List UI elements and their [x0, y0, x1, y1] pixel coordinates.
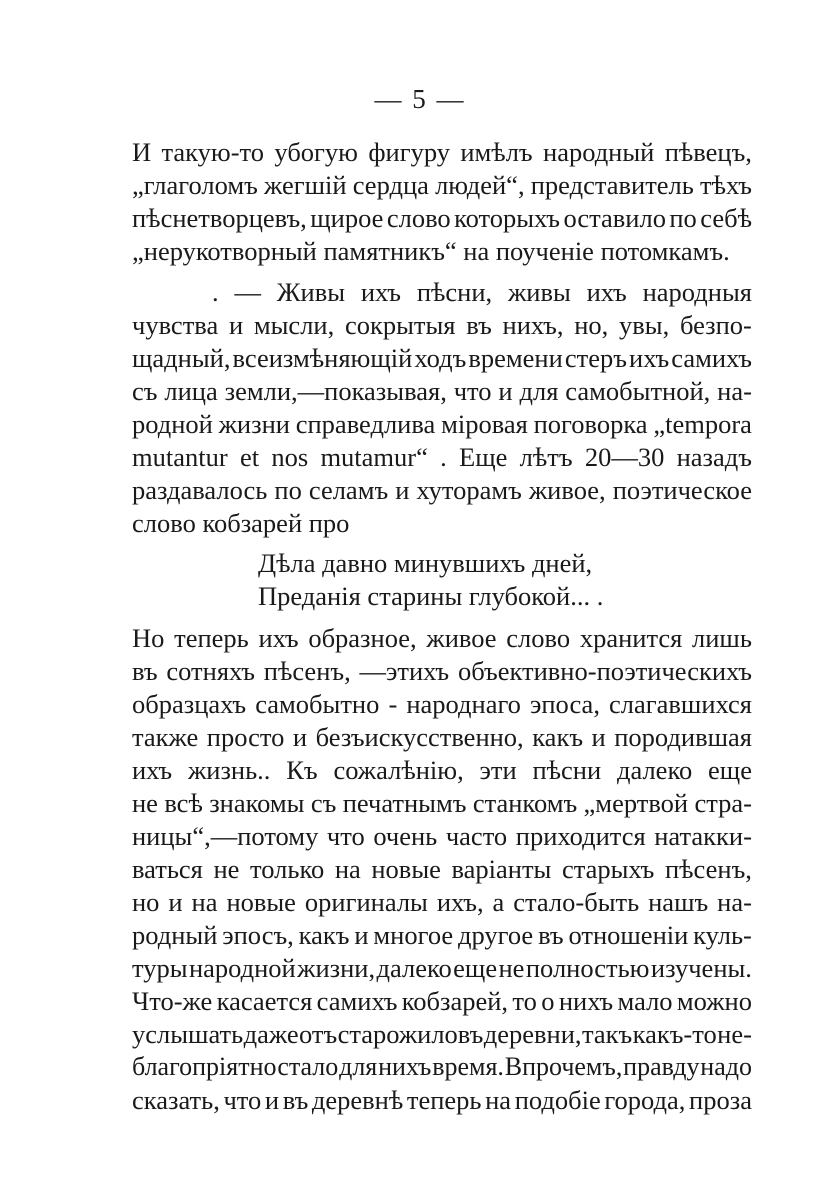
word: сказать, [132, 1085, 220, 1115]
word: хранится [579, 623, 683, 653]
word: лѣтъ [519, 442, 573, 472]
word: новые [226, 887, 296, 917]
word: ихъ [586, 277, 627, 307]
word: не [498, 953, 525, 983]
word: въ [132, 656, 158, 686]
word: mutantur [132, 442, 228, 472]
word: 20—30 [584, 442, 665, 472]
word: оставило [563, 203, 666, 233]
text-line [132, 442, 752, 474]
word: щадный, [132, 343, 231, 373]
word: кобзарей, [401, 986, 509, 1016]
word: безпо- [679, 310, 752, 340]
word: сотняхъ [166, 656, 255, 686]
word: - [388, 689, 398, 719]
word: съ [132, 376, 158, 406]
word: народный [543, 137, 655, 167]
word: можно [676, 986, 752, 1016]
word: ходъ [414, 343, 467, 373]
word: полностью [525, 953, 650, 983]
word: еще [453, 953, 498, 983]
word: теперь [406, 1085, 482, 1115]
word: куль- [693, 920, 752, 950]
text-line [132, 1085, 752, 1117]
word: такую-то [161, 137, 265, 167]
text-line [132, 343, 752, 375]
word: лица [164, 376, 218, 406]
word: народнаго [406, 689, 521, 719]
word: что [223, 1085, 262, 1115]
word: варіанты [451, 854, 552, 884]
text-line [132, 203, 752, 235]
word: и [591, 722, 606, 752]
word: нихъ, [502, 310, 564, 340]
word: родной [132, 409, 213, 439]
word: поговорка [533, 409, 648, 439]
word: живое, [528, 475, 606, 505]
word: раздавалось [132, 475, 268, 505]
word: времени [468, 343, 563, 373]
text-line [132, 788, 752, 820]
word: увы, [619, 310, 670, 340]
word: отношеніи [568, 920, 689, 950]
word: нихъ [378, 1052, 432, 1081]
word: пѣвецъ, [664, 137, 752, 167]
word: себѣ [700, 203, 752, 233]
word: очень [373, 821, 438, 851]
word: даже [243, 1019, 299, 1049]
word: народной [188, 953, 296, 983]
word: на- [717, 376, 752, 406]
word: нихъ [558, 986, 614, 1016]
word: мало [617, 986, 673, 1016]
word: образцахъ [132, 689, 247, 719]
word: справедлива [295, 409, 436, 439]
text-line [132, 920, 752, 952]
word: И [132, 137, 152, 167]
word: касается [216, 986, 313, 1016]
text-line [132, 409, 752, 441]
word: „мертвой [583, 788, 689, 818]
word: пѣсни [532, 755, 602, 785]
word: живы [507, 277, 571, 307]
word: по [274, 475, 302, 505]
word: но, [574, 310, 609, 340]
word: деревни, [483, 1019, 582, 1049]
word: новые [371, 854, 441, 884]
word: назадъ [676, 442, 752, 472]
text-line [132, 310, 752, 342]
word: мысли, [253, 310, 335, 340]
word: mutamur“ [320, 442, 428, 472]
word: города, [604, 1085, 686, 1115]
word: не- [717, 1019, 752, 1049]
word: чувства [132, 310, 219, 340]
word: съ [310, 788, 337, 818]
verse-line: Дѣла давно минувшихъ дней, [258, 548, 593, 578]
word: на [485, 1085, 512, 1115]
word: фигуру [368, 137, 450, 167]
word: стало-быть [513, 887, 640, 917]
word: которыхъ [454, 203, 561, 233]
word: и [292, 722, 308, 752]
word: старыхъ [561, 854, 655, 884]
word: нашъ [648, 887, 709, 917]
word: въ [538, 920, 564, 950]
word: для [519, 376, 559, 406]
word: подобіе [514, 1085, 601, 1115]
word: объективно-поэтическихъ [457, 656, 752, 686]
word: надо [700, 1052, 752, 1081]
word: какъ [532, 722, 584, 752]
word: Еще [459, 442, 508, 472]
text-line [132, 1052, 752, 1084]
word: изучены. [650, 953, 752, 983]
word: также [132, 722, 199, 752]
word: образное, [308, 623, 417, 653]
text-line [132, 656, 752, 688]
word: представитель [530, 170, 694, 200]
word: въ [282, 1085, 309, 1115]
word: ихъ [132, 755, 173, 785]
word: Къ [286, 755, 318, 785]
word: въ [466, 310, 492, 340]
word: земли,—показывая, [224, 376, 447, 406]
word: жизни [218, 409, 290, 439]
text-line [132, 854, 752, 886]
word: родный [132, 920, 218, 950]
word: nos [271, 442, 309, 472]
word: жизни, [297, 953, 376, 983]
word: о [541, 986, 555, 1016]
word: „глаголомъ [132, 170, 258, 200]
word: —этихъ [359, 656, 450, 686]
word: . [212, 277, 219, 307]
word: станкомъ [472, 788, 578, 818]
word: щирое [310, 203, 384, 233]
word: слово [506, 623, 571, 653]
word: и [498, 376, 513, 406]
word: безъискусственно, [315, 722, 524, 752]
word: на [334, 854, 361, 884]
word: и [354, 920, 369, 950]
text-line: слово кобзарей про [132, 508, 350, 538]
word: жегшій [264, 170, 347, 200]
text-line [132, 623, 752, 655]
word: селамъ [308, 475, 389, 505]
text-line [132, 137, 752, 169]
word: не [213, 854, 240, 884]
word: стра- [694, 788, 752, 818]
word: приходится [515, 821, 646, 851]
word: стеръ [564, 343, 627, 373]
word: отъ [298, 1019, 338, 1049]
word: услышать [132, 1019, 244, 1049]
verse-line: Преданія старины глубокой... . [258, 581, 604, 611]
text-line [132, 689, 752, 721]
word: теперь [174, 623, 249, 653]
word: — [234, 277, 261, 307]
word: хуторамъ [416, 475, 522, 505]
word: самихъ [316, 986, 398, 1016]
word: туры [132, 953, 188, 983]
word: далеко [616, 755, 693, 785]
word: и [228, 310, 244, 340]
word: сокрытыя [344, 310, 456, 340]
word: на- [717, 887, 752, 917]
word: ваться [132, 854, 203, 884]
word: тѣхъ [700, 170, 752, 200]
word: живое [426, 623, 497, 653]
text-line [132, 755, 752, 787]
text-line [132, 1019, 752, 1051]
word: проза [689, 1085, 752, 1115]
word: породившая [614, 722, 752, 752]
word: эти [479, 755, 517, 785]
word: эпоса, [530, 689, 600, 719]
word: а [492, 887, 505, 917]
word: ницы“,—потому [132, 821, 319, 851]
word: ихъ, [436, 887, 484, 917]
word: и [395, 475, 410, 505]
word: другое [458, 920, 534, 950]
word: ихъ [629, 343, 670, 373]
word: какъ [298, 920, 350, 950]
word: то [512, 986, 537, 1016]
word: поэтическое [612, 475, 752, 505]
word: слагавшихся [609, 689, 752, 719]
word: . [440, 442, 447, 472]
word: благопріятно [132, 1052, 277, 1081]
word: многое [373, 920, 454, 950]
word: натакки- [654, 821, 752, 851]
word: Что-же [132, 986, 213, 1016]
word: жизнь.. [187, 755, 271, 785]
word: и [168, 887, 183, 917]
text-line [132, 722, 752, 754]
word: правду [623, 1052, 700, 1081]
text-line [132, 821, 752, 853]
word: пѣсенъ, [263, 656, 351, 686]
word: Но [132, 623, 165, 653]
word: стало [277, 1052, 339, 1081]
word: et [239, 442, 260, 472]
word: что [453, 376, 492, 406]
word: просто [206, 722, 285, 752]
word: еще [708, 755, 752, 785]
word: слово [386, 203, 451, 233]
word: такъ [581, 1019, 633, 1049]
text-line [132, 986, 752, 1018]
word: часто [445, 821, 508, 851]
word: „tempora [653, 409, 752, 439]
word: убогую [274, 137, 358, 167]
text-line [212, 277, 752, 309]
text-line: „нерукотворный памятникъ“ на поученіе потомкамъ. [132, 236, 730, 266]
word: самобытной, [565, 376, 711, 406]
word: ихъ [258, 623, 299, 653]
word: и [264, 1085, 280, 1115]
word: міровая [441, 409, 528, 439]
word: время. [432, 1052, 504, 1081]
word: старожиловъ [337, 1019, 484, 1049]
word: имѣлъ [460, 137, 533, 167]
word: что [326, 821, 365, 851]
word: Впрочемъ, [504, 1052, 623, 1081]
word: но [132, 887, 160, 917]
word: оригиналы [304, 887, 428, 917]
text-line [132, 887, 752, 919]
word: печатнымъ [342, 788, 467, 818]
word: лишь [692, 623, 752, 653]
word: только [250, 854, 325, 884]
word: деревнѣ [311, 1085, 404, 1115]
word: пѣсни, [416, 277, 493, 307]
text-line [132, 475, 752, 507]
word: сожалѣнію, [333, 755, 464, 785]
text-line [132, 953, 752, 985]
word: народныя [642, 277, 752, 307]
page-number: — 5 — [374, 84, 466, 114]
word: знакомы [209, 788, 305, 818]
word: всѣ [164, 788, 203, 818]
word: ихъ [360, 277, 401, 307]
text-line [132, 376, 752, 408]
word: сердца [352, 170, 429, 200]
word: эпосъ, [222, 920, 294, 950]
word: какъ-то [632, 1019, 717, 1049]
text-line [132, 170, 752, 202]
word: всеизмѣняющій [232, 343, 413, 373]
word: на [191, 887, 218, 917]
word: далеко [376, 953, 452, 983]
word: для [339, 1052, 378, 1081]
word: пѣсенъ, [664, 854, 752, 884]
word: самобытно [255, 689, 380, 719]
word: пѣснетворцевъ, [132, 203, 307, 233]
word: по [669, 203, 697, 233]
word: Живы [276, 277, 346, 307]
word: самихъ [671, 343, 752, 373]
word: не [132, 788, 158, 818]
word: людей“, [435, 170, 525, 200]
